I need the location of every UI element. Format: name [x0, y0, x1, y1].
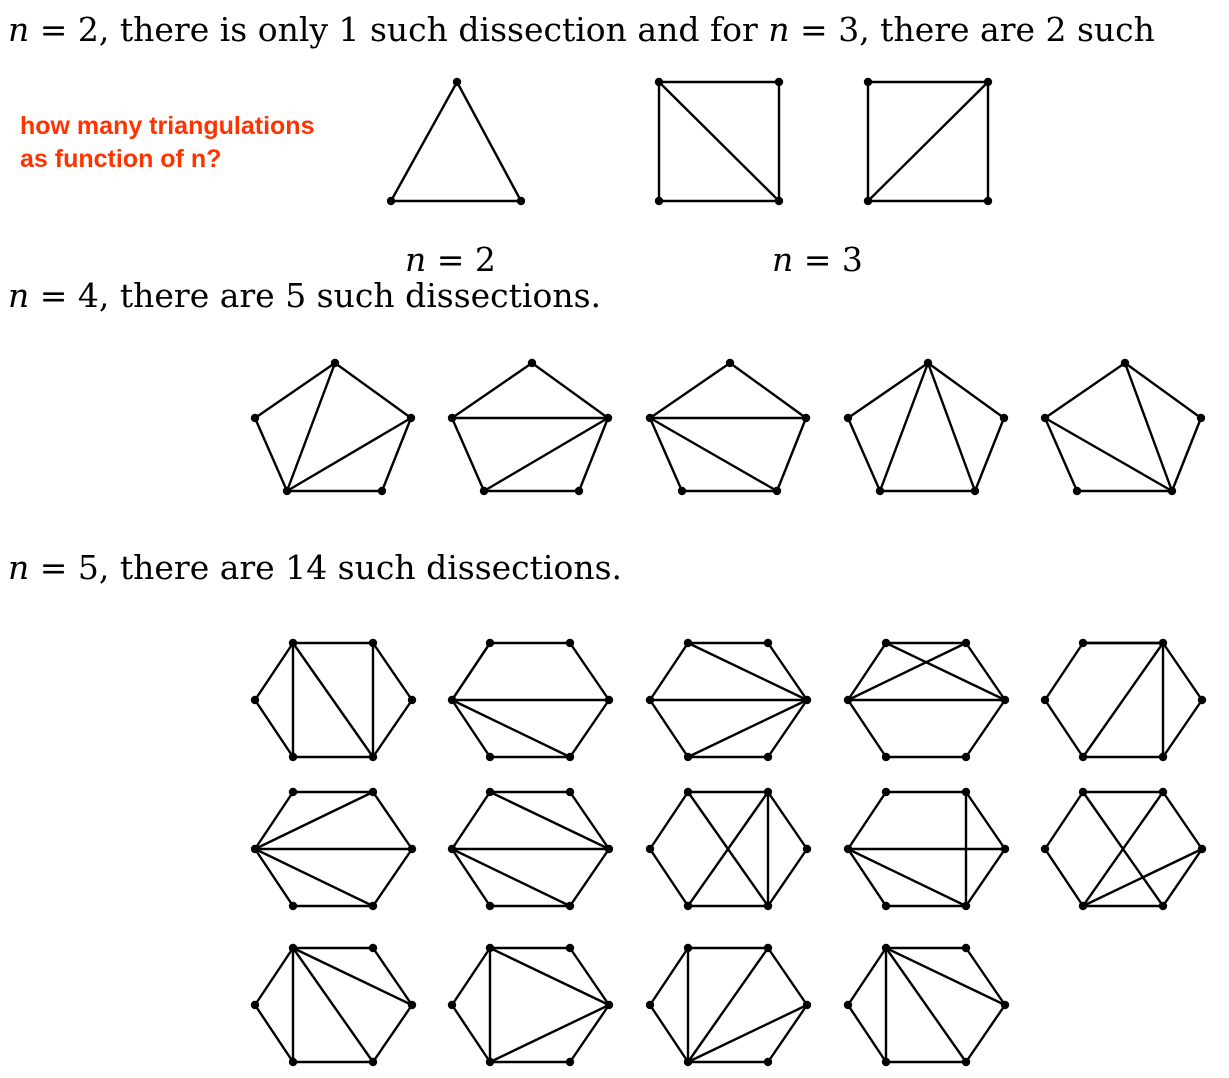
vertex-dot [1079, 902, 1087, 910]
figure-n5-14 [844, 944, 1009, 1066]
statement-n5: n = 5, there are 14 such dissections. [8, 548, 623, 587]
vertex-dot [764, 753, 772, 761]
vertex-dot [251, 845, 259, 853]
vertex-dot [408, 696, 416, 704]
vertex-dot [378, 487, 386, 495]
vertex-dot [251, 414, 259, 422]
figure-n5-3 [646, 639, 811, 761]
vertex-dot [369, 944, 377, 952]
note-line-2: as function of n? [20, 145, 222, 173]
vertex-dot [726, 359, 734, 367]
vertex-dot [1079, 639, 1087, 647]
vertex-dot [1073, 487, 1081, 495]
vertex-dot [773, 487, 781, 495]
vertex-dot [369, 902, 377, 910]
diagonal [287, 418, 411, 491]
vertex-dot [803, 1001, 811, 1009]
vertex-dot [678, 487, 686, 495]
vertex-dot [1000, 414, 1008, 422]
figure-n3-2 [864, 78, 992, 205]
diagonal [293, 948, 373, 1062]
vertex-dot [528, 359, 536, 367]
diagonal [1083, 643, 1163, 757]
polygon-outline [391, 82, 521, 201]
vertex-dot [684, 639, 692, 647]
vertex-dot [566, 753, 574, 761]
vertex-dot [962, 639, 970, 647]
diagonal [688, 643, 807, 700]
vertex-dot [864, 197, 872, 205]
figure-n5-9 [844, 788, 1009, 910]
diagonal [452, 643, 490, 700]
vertex-dot [566, 639, 574, 647]
vertex-dot [1121, 359, 1129, 367]
vertex-dot [1159, 753, 1167, 761]
vertex-dot [844, 1001, 852, 1009]
vertex-dot [764, 944, 772, 952]
polygon-outline [650, 363, 806, 491]
vertex-dot [984, 78, 992, 86]
diagonal [287, 363, 335, 491]
vertex-dot [1079, 753, 1087, 761]
diagonal [650, 418, 777, 491]
figure-n3-1 [655, 78, 783, 205]
figure-n2-1 [387, 78, 525, 205]
diagonal [886, 948, 966, 1062]
vertex-dot [517, 197, 525, 205]
vertex-dot [882, 788, 890, 796]
vertex-dot [605, 845, 613, 853]
diagonal [293, 643, 373, 757]
figure-n5-6 [251, 788, 416, 910]
vertex-dot [764, 1058, 772, 1066]
figure-n4-2 [448, 359, 612, 495]
vertex-dot [289, 639, 297, 647]
vertex-dot [962, 902, 970, 910]
diagonal [868, 82, 988, 201]
vertex-dot [655, 78, 663, 86]
vertex-dot [289, 753, 297, 761]
vertex-dot [604, 414, 612, 422]
vertex-dot [408, 845, 416, 853]
vertex-dot [684, 753, 692, 761]
vertex-dot [448, 414, 456, 422]
vertex-dot [387, 197, 395, 205]
vertex-dot [1001, 845, 1009, 853]
vertex-dot [1041, 696, 1049, 704]
note-line-1: how many triangulations [20, 112, 315, 140]
vertex-dot [605, 1001, 613, 1009]
vertex-dot [605, 696, 613, 704]
figure-n5-8 [646, 788, 811, 910]
figure-n5-4 [844, 639, 1009, 761]
vertex-dot [924, 359, 932, 367]
diagonal [928, 363, 975, 491]
diagonal [688, 1005, 807, 1062]
vertex-dot [876, 487, 884, 495]
figure-n4-3 [646, 359, 810, 495]
figure-n5-2 [448, 639, 613, 761]
diagonal [688, 948, 768, 1062]
vertex-dot [1001, 696, 1009, 704]
vertex-dot [684, 1058, 692, 1066]
vertex-dot [369, 788, 377, 796]
vertex-dot [566, 944, 574, 952]
vertex-dot [646, 1001, 654, 1009]
figure-n5-7 [448, 788, 613, 910]
polygon-outline [452, 948, 609, 1062]
vertex-dot [369, 1058, 377, 1066]
caption-n3: n = 3 [772, 240, 863, 279]
vertex-dot [448, 1001, 456, 1009]
vertex-dot [962, 1058, 970, 1066]
diagonal [1125, 363, 1172, 491]
vertex-dot [646, 696, 654, 704]
vertex-dot [1159, 639, 1167, 647]
vertex-dot [480, 487, 488, 495]
vertex-dot [1079, 788, 1087, 796]
vertex-dot [566, 788, 574, 796]
vertex-dot [289, 902, 297, 910]
vertex-dot [684, 788, 692, 796]
vertex-dot [646, 414, 654, 422]
figure-n4-5 [1041, 359, 1205, 495]
vertex-dot [1001, 1001, 1009, 1009]
diagonal [688, 700, 807, 757]
vertex-dot [684, 944, 692, 952]
diagonal [490, 792, 609, 849]
figure-n5-5 [1041, 639, 1206, 761]
diagonal [659, 82, 779, 201]
caption-n2: n = 2 [405, 240, 496, 279]
vertex-dot [1041, 845, 1049, 853]
vertex-dot [1198, 696, 1206, 704]
vertex-dot [289, 1058, 297, 1066]
figure-n5-10 [1041, 788, 1206, 910]
vertex-dot [408, 1001, 416, 1009]
vertex-dot [803, 696, 811, 704]
vertex-dot [882, 902, 890, 910]
diagonal [293, 948, 412, 1005]
figure-n4-1 [251, 359, 415, 495]
vertex-dot [764, 788, 772, 796]
vertex-dot [575, 487, 583, 495]
vertex-dot [251, 1001, 259, 1009]
vertex-dot [486, 902, 494, 910]
diagonal [490, 948, 609, 1005]
vertex-dot [448, 845, 456, 853]
polygon-outline [255, 363, 411, 491]
vertex-dot [844, 414, 852, 422]
vertex-dot [1168, 487, 1176, 495]
polygon-outline [848, 363, 1004, 491]
vertex-dot [453, 78, 461, 86]
diagonal [886, 948, 1005, 1005]
vertex-dot [369, 639, 377, 647]
figure-n4-4 [844, 359, 1008, 495]
vertex-dot [448, 696, 456, 704]
vertex-dot [882, 944, 890, 952]
vertex-dot [486, 1058, 494, 1066]
vertex-dot [775, 78, 783, 86]
vertex-dot [486, 788, 494, 796]
vertex-dot [289, 788, 297, 796]
vertex-dot [844, 845, 852, 853]
vertex-dot [486, 639, 494, 647]
vertex-dot [962, 753, 970, 761]
vertex-dot [802, 414, 810, 422]
vertex-dot [764, 902, 772, 910]
vertex-dot [1159, 788, 1167, 796]
vertex-dot [844, 696, 852, 704]
vertex-dot [289, 944, 297, 952]
vertex-dot [803, 845, 811, 853]
diagonal [886, 643, 1005, 700]
vertex-dot [984, 197, 992, 205]
vertex-dot [283, 487, 291, 495]
vertex-dot [566, 902, 574, 910]
vertex-dot [1159, 902, 1167, 910]
statement-n4: n = 4, there are 5 such dissections. [8, 276, 602, 315]
vertex-dot [251, 696, 259, 704]
vertex-dot [1197, 414, 1205, 422]
vertex-dot [882, 1058, 890, 1066]
vertex-dot [882, 639, 890, 647]
vertex-dot [331, 359, 339, 367]
vertex-dot [1041, 414, 1049, 422]
figure-n5-13 [646, 944, 811, 1066]
vertex-dot [882, 753, 890, 761]
figure-n5-1 [251, 639, 416, 761]
vertex-dot [486, 944, 494, 952]
statement-n2-n3: n = 2, there is only 1 such dissection and for n = 3, there are 2 such [8, 10, 1155, 49]
diagonal [490, 1005, 609, 1062]
diagonal [484, 418, 608, 491]
polygon-outline [1045, 363, 1201, 491]
vertex-dot [775, 197, 783, 205]
vertex-dot [684, 902, 692, 910]
vertex-dot [407, 414, 415, 422]
vertex-dot [566, 1058, 574, 1066]
polygon-outline [452, 363, 608, 491]
vertex-dot [764, 639, 772, 647]
vertex-dot [971, 487, 979, 495]
vertex-dot [962, 944, 970, 952]
diagonal [1045, 418, 1172, 491]
diagonal [880, 363, 928, 491]
vertex-dot [962, 788, 970, 796]
vertex-dot [864, 78, 872, 86]
vertex-dot [655, 197, 663, 205]
figure-n5-12 [448, 944, 613, 1066]
vertex-dot [369, 753, 377, 761]
vertex-dot [1198, 845, 1206, 853]
figure-n5-11 [251, 944, 416, 1066]
vertex-dot [646, 845, 654, 853]
vertex-dot [486, 753, 494, 761]
